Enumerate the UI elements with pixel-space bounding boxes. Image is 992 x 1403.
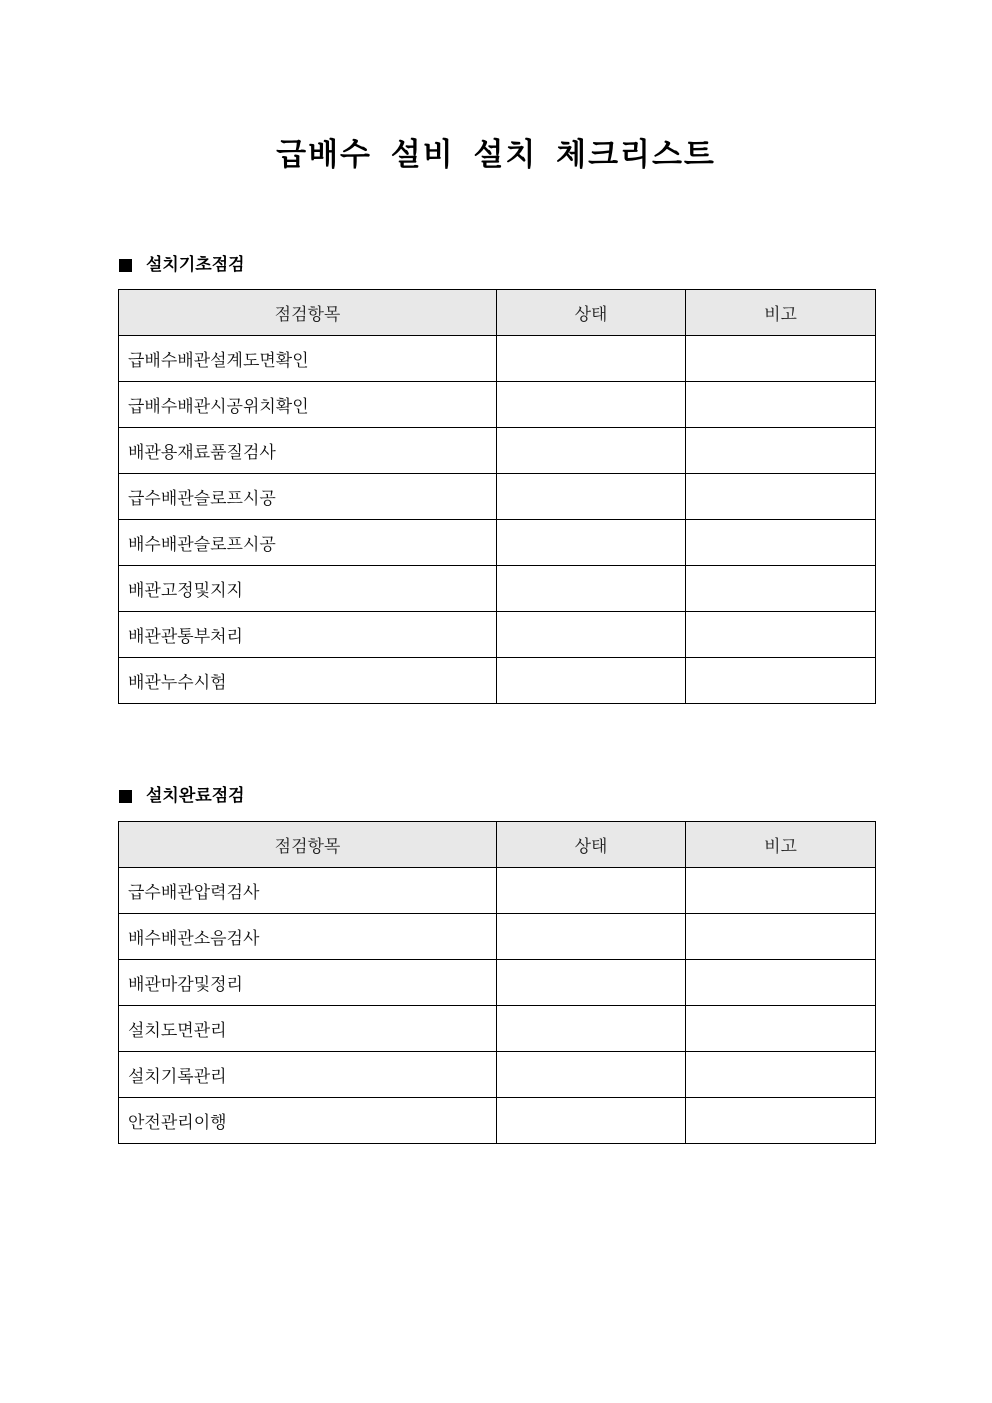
note-cell[interactable] — [686, 428, 876, 474]
table-row — [119, 658, 876, 704]
note-cell[interactable] — [686, 336, 876, 382]
column-header-note: 비고 — [686, 290, 876, 336]
column-header-status: 상태 — [497, 290, 686, 336]
checklist-table-foundation — [118, 289, 876, 704]
note-cell[interactable] — [686, 1052, 876, 1098]
page-title: 급배수 설비 설치 체크리스트 — [276, 137, 716, 173]
section-heading-label: 설치완료점검 — [146, 786, 245, 806]
table-row — [119, 960, 876, 1006]
table-row — [119, 566, 876, 612]
table-row — [119, 1098, 876, 1144]
check-item-cell: 배관누수시험 — [119, 658, 497, 704]
table-row — [119, 428, 876, 474]
status-cell[interactable] — [497, 612, 686, 658]
status-cell[interactable] — [497, 1098, 686, 1144]
square-bullet-icon — [119, 790, 132, 803]
check-item-cell: 급수배관압력검사 — [119, 868, 497, 914]
status-cell[interactable] — [497, 868, 686, 914]
status-cell[interactable] — [497, 1006, 686, 1052]
column-header-item: 점검항목 — [119, 290, 497, 336]
column-header-item: 점검항목 — [119, 822, 497, 868]
note-cell[interactable] — [686, 566, 876, 612]
check-item-cell: 급배수배관시공위치확인 — [119, 382, 497, 428]
table-row — [119, 382, 876, 428]
checklist-table-completion — [118, 821, 876, 1144]
status-cell[interactable] — [497, 566, 686, 612]
table-header-row — [119, 822, 876, 868]
table-header-row — [119, 290, 876, 336]
note-cell[interactable] — [686, 382, 876, 428]
status-cell[interactable] — [497, 336, 686, 382]
note-cell[interactable] — [686, 474, 876, 520]
note-cell[interactable] — [686, 914, 876, 960]
note-cell[interactable] — [686, 960, 876, 1006]
note-cell[interactable] — [686, 868, 876, 914]
table-row — [119, 1006, 876, 1052]
status-cell[interactable] — [497, 960, 686, 1006]
check-item-cell: 설치도면관리 — [119, 1006, 497, 1052]
table-row — [119, 520, 876, 566]
note-cell[interactable] — [686, 658, 876, 704]
check-item-cell: 급수배관슬로프시공 — [119, 474, 497, 520]
status-cell[interactable] — [497, 382, 686, 428]
table-row — [119, 474, 876, 520]
status-cell[interactable] — [497, 1052, 686, 1098]
note-cell[interactable] — [686, 520, 876, 566]
check-item-cell: 배관용재료품질검사 — [119, 428, 497, 474]
check-item-cell: 배관관통부처리 — [119, 612, 497, 658]
table-row — [119, 1052, 876, 1098]
check-item-cell: 배수배관소음검사 — [119, 914, 497, 960]
check-item-cell: 배수배관슬로프시공 — [119, 520, 497, 566]
note-cell[interactable] — [686, 612, 876, 658]
section-heading-completion — [119, 784, 245, 808]
note-cell[interactable] — [686, 1098, 876, 1144]
status-cell[interactable] — [497, 520, 686, 566]
section-heading-label: 설치기초점검 — [146, 255, 245, 275]
column-header-note: 비고 — [686, 822, 876, 868]
status-cell[interactable] — [497, 914, 686, 960]
check-item-cell: 설치기록관리 — [119, 1052, 497, 1098]
check-item-cell: 배관고정및지지 — [119, 566, 497, 612]
column-header-status: 상태 — [497, 822, 686, 868]
table-row — [119, 868, 876, 914]
check-item-cell: 안전관리이행 — [119, 1098, 497, 1144]
square-bullet-icon — [119, 259, 132, 272]
status-cell[interactable] — [497, 658, 686, 704]
table-row — [119, 336, 876, 382]
status-cell[interactable] — [497, 474, 686, 520]
check-item-cell: 배관마감및정리 — [119, 960, 497, 1006]
table-row — [119, 914, 876, 960]
note-cell[interactable] — [686, 1006, 876, 1052]
check-item-cell: 급배수배관설계도면확인 — [119, 336, 497, 382]
table-row — [119, 612, 876, 658]
section-heading-foundation — [119, 253, 245, 277]
status-cell[interactable] — [497, 428, 686, 474]
